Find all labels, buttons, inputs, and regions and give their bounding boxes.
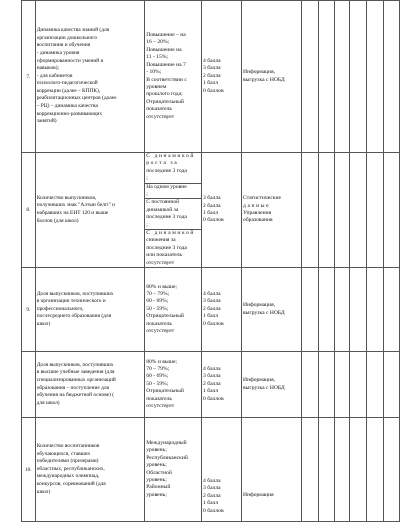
table-row xyxy=(22,1,400,153)
source-line: Информация, xyxy=(243,69,276,76)
criteria-cell xyxy=(145,268,202,352)
source-line: данные xyxy=(243,202,271,209)
criteria-line: С динамикой xyxy=(146,230,195,237)
table-row xyxy=(22,352,400,418)
empty-cell xyxy=(384,153,400,268)
source-line: Информация xyxy=(243,491,274,498)
indicator-line: баллов (для школ) xyxy=(36,217,79,224)
indicator-line: победителями (призерами) xyxy=(36,458,99,465)
score-line: 1 балл xyxy=(203,313,219,320)
criteria-line: уровнем xyxy=(146,83,167,90)
score-line: 0 баллов xyxy=(203,507,224,514)
empty-cell xyxy=(318,418,334,522)
criteria-line: Отрицательный xyxy=(146,313,184,320)
criteria-line: или показатель xyxy=(146,252,183,259)
criteria-line: Областной xyxy=(146,469,172,476)
source-line: выгрузка с НОБД xyxy=(243,76,285,83)
source-line: Информация, xyxy=(243,302,276,309)
score-line: 0 баллов xyxy=(203,320,224,327)
indicator-line: – РЦ) – динамика качества xyxy=(36,103,98,110)
empty-cell xyxy=(334,153,350,268)
row-number: 8. xyxy=(22,153,36,268)
criteria-line: 16 – 20%; xyxy=(146,39,170,46)
score-line: 0 баллов xyxy=(203,87,224,94)
criteria-line: уровень; xyxy=(146,477,167,483)
indicator-line: Количество воспитанников xyxy=(36,443,100,450)
indicator-line: обучающихся, ставших xyxy=(36,450,91,457)
criteria-line: показатель xyxy=(146,320,172,327)
criteria-line: показатель xyxy=(146,106,172,113)
indicator-line: набравших на ЕНТ 120 и выше xyxy=(36,210,109,217)
table-row xyxy=(22,268,400,352)
indicator-line: занятий) xyxy=(36,118,57,125)
score-line: 0 баллов xyxy=(203,217,224,224)
indicator-line: организации дошкольного xyxy=(36,34,98,41)
indicator-line: - для кабинетов xyxy=(36,72,73,79)
score-line: 3 балла xyxy=(203,373,221,380)
row-number: 10. xyxy=(22,418,36,522)
score-line: 4 балла xyxy=(203,478,221,485)
criteria-cell xyxy=(145,1,202,153)
criteria-line: уровень; xyxy=(146,447,167,454)
empty-cell xyxy=(318,268,334,352)
empty-cell xyxy=(367,352,384,418)
empty-cell xyxy=(367,418,384,522)
indicator-line: международных олимпиад, xyxy=(36,473,100,480)
empty-cell xyxy=(350,352,367,418)
indicator-line: воспитания и обучения xyxy=(36,42,91,49)
empty-cell xyxy=(367,268,384,352)
score-line: 4 балла xyxy=(203,57,221,64)
criteria-line: С постоянной xyxy=(146,199,180,206)
source-line: Статистические xyxy=(243,195,282,202)
criteria-line: снижения за xyxy=(146,237,176,244)
indicator-line: обучения на бюджетной основе) ( xyxy=(36,392,115,399)
indicator-line: сформированности умений и xyxy=(36,57,104,64)
criteria-line: ; xyxy=(146,191,148,198)
criteria-line: уровень; xyxy=(146,491,167,498)
criteria-line: отсутствует xyxy=(146,259,175,266)
criteria-line: 60 - 69%; xyxy=(146,373,169,380)
score-line: 1 балл xyxy=(203,210,219,217)
criteria-line: С динамикой xyxy=(146,153,195,159)
criteria-line: Республиканский xyxy=(146,454,188,461)
score-line: 3 балла xyxy=(203,65,221,72)
empty-cell xyxy=(350,268,367,352)
source-cell xyxy=(242,1,302,153)
row-number: 9. xyxy=(22,268,36,352)
indicator-line: коррекционно-развивающих xyxy=(36,110,103,117)
criteria-line: Международный xyxy=(146,439,187,446)
source-line: выгрузка с НОБД xyxy=(243,309,285,316)
indicator-line: для школ) xyxy=(36,399,60,406)
indicator-line: навыков); xyxy=(36,65,60,72)
indicator-line: в высшие учебные заведения (для xyxy=(36,369,115,376)
score-line: 1 балл xyxy=(203,388,219,395)
indicator-line: коррекции (далее – КППК), xyxy=(36,87,101,94)
table-row xyxy=(22,418,400,522)
score-line: 4 балла xyxy=(203,291,221,298)
criteria-line: прошлого года; xyxy=(146,91,183,98)
indicator-line: Динамика качества знаний (для xyxy=(36,27,110,34)
criteria-line: 11 - 15%; xyxy=(146,54,169,61)
score-line: 3 балла xyxy=(203,485,221,492)
criteria-line: отсутствует xyxy=(146,403,175,410)
criteria-cell xyxy=(145,352,202,418)
indicator-line: в организации технического и xyxy=(36,298,106,305)
criteria-line: Отрицательный xyxy=(146,388,184,395)
score-line: 2 балла xyxy=(203,492,221,499)
empty-cell xyxy=(334,418,350,522)
indicator-line: получивших знак "Алтын белгі" и xyxy=(36,202,116,209)
criteria-line: последние 3 года xyxy=(146,214,187,221)
score-cell xyxy=(202,418,242,522)
indicator-line: реабилитационных центров (далее xyxy=(36,95,117,102)
indicator-cell xyxy=(35,1,145,153)
indicator-cell xyxy=(35,153,145,268)
indicator-line: школ) xyxy=(36,320,51,327)
criteria-line: последние 3 года xyxy=(146,167,187,174)
criteria-line: Повышение на 7 xyxy=(146,61,186,68)
empty-cell xyxy=(318,153,334,268)
empty-cell xyxy=(334,1,350,153)
indicator-cell xyxy=(35,268,145,352)
criteria-line: отсутствует xyxy=(146,113,175,120)
indicator-cell xyxy=(35,352,145,418)
source-line: выгрузка с НОБД xyxy=(243,384,285,391)
criteria-line: В соответствии с xyxy=(146,76,187,83)
indicator-line: конкурсов, соревнований (для xyxy=(36,480,106,487)
indicator-line: областных, республиканских, xyxy=(36,465,105,472)
empty-cell xyxy=(302,268,319,352)
score-line: 1 балл xyxy=(203,80,219,87)
empty-cell xyxy=(334,352,350,418)
score-cell xyxy=(202,352,242,418)
criteria-cell xyxy=(145,418,202,522)
criteria-line: уровень; xyxy=(146,462,167,469)
indicator-line: специализированных организаций xyxy=(36,377,116,383)
empty-cell xyxy=(318,1,334,153)
indicator-line: школ) xyxy=(36,488,51,495)
criteria-line: 80% и выше; xyxy=(146,283,177,290)
criteria-line: показатель xyxy=(146,395,172,402)
criteria-line: отсутствует xyxy=(146,328,175,335)
indicator-line: - динамика уровня xyxy=(36,49,80,56)
empty-cell xyxy=(350,1,367,153)
criteria-line: 50 - 59%; xyxy=(146,380,169,387)
criteria-line: - 10%; xyxy=(146,69,162,76)
criteria-line: 70 – 79%; xyxy=(146,366,170,373)
score-line: 0 баллов xyxy=(203,395,224,402)
score-line: 2 балла xyxy=(203,305,221,312)
criteria-line: Районный xyxy=(146,484,171,491)
indicator-line: профессионального, xyxy=(36,305,84,312)
criteria-line: На одном уровне xyxy=(146,183,187,190)
score-line: 2 балла xyxy=(203,72,221,79)
empty-cell xyxy=(350,418,367,522)
empty-cell xyxy=(302,352,319,418)
score-cell xyxy=(202,1,242,153)
empty-cell xyxy=(367,153,384,268)
score-cell xyxy=(202,153,242,268)
criteria-line: 60 - 69%; xyxy=(146,298,169,305)
source-line: Управления xyxy=(243,210,272,217)
indicator-line: послесреднего образования (для xyxy=(36,313,112,320)
indicator-line: Количество выпускников, xyxy=(36,194,97,201)
indicator-line: Доля выпускников, поступивших xyxy=(36,290,114,297)
row-number: 7. xyxy=(22,1,36,153)
score-cell xyxy=(202,268,242,352)
empty-cell xyxy=(384,352,400,418)
indicator-line: Доля выпускников, поступивших xyxy=(36,361,114,368)
indicator-line: психолого-педагогической xyxy=(36,80,98,87)
criteria-line: последние 3 года xyxy=(146,244,187,251)
score-line: 4 балла xyxy=(203,366,221,373)
criteria-line: ; xyxy=(146,175,148,182)
criteria-line: роста за xyxy=(146,160,179,167)
empty-cell xyxy=(318,352,334,418)
row-number xyxy=(22,352,36,418)
source-cell xyxy=(242,418,302,522)
empty-cell xyxy=(334,268,350,352)
empty-cell xyxy=(302,418,319,522)
criteria-line: ; xyxy=(146,221,148,228)
source-line: образования xyxy=(243,217,273,224)
score-line: 2 балла xyxy=(203,380,221,387)
empty-cell xyxy=(350,153,367,268)
criteria-line: динамикой за xyxy=(146,206,179,213)
criteria-table xyxy=(21,0,400,522)
indicator-cell xyxy=(35,418,145,522)
score-line: 3 балла xyxy=(203,195,221,202)
criteria-line: 50 - 59%; xyxy=(146,305,169,312)
criteria-cell xyxy=(145,153,202,268)
empty-cell xyxy=(384,418,400,522)
empty-cell xyxy=(302,1,319,153)
score-line: 3 балла xyxy=(203,298,221,305)
criteria-line: Отрицательный xyxy=(146,98,184,105)
empty-cell xyxy=(367,1,384,153)
empty-cell xyxy=(302,153,319,268)
source-cell xyxy=(242,352,302,418)
criteria-line: Повышение – на xyxy=(146,32,186,39)
score-line: 2 балла xyxy=(203,202,221,209)
criteria-line: Повышение на xyxy=(146,46,182,53)
source-line: Информация, xyxy=(243,377,276,384)
source-cell xyxy=(242,153,302,268)
source-cell xyxy=(242,268,302,352)
score-line: 1 балл xyxy=(203,500,219,507)
criteria-line: 70 – 79%; xyxy=(146,291,170,298)
table-row xyxy=(22,153,400,268)
criteria-line: 80% и выше; xyxy=(146,358,177,365)
indicator-line: образования – поступление для xyxy=(36,384,109,391)
empty-cell xyxy=(384,268,400,352)
empty-cell xyxy=(384,1,400,153)
